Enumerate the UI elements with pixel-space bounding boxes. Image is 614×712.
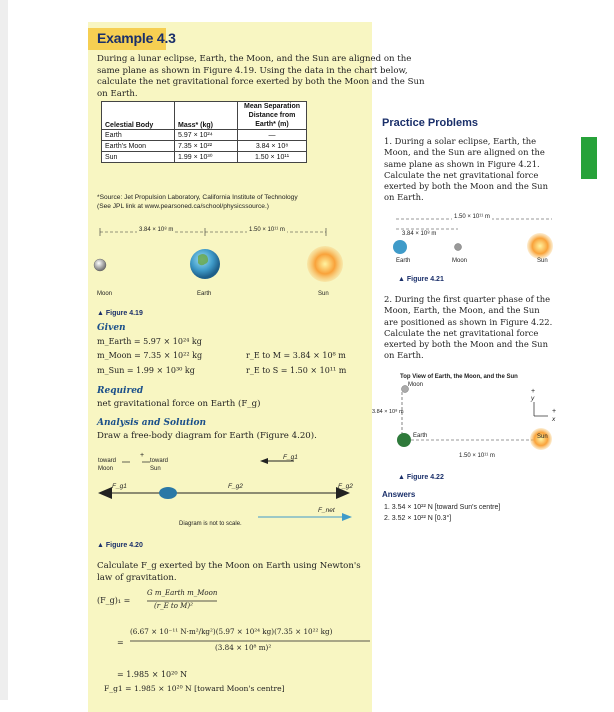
table-cell: — [238, 130, 307, 141]
fg1-label-ref: F_g1 [283, 454, 298, 461]
table-cell: 1.50 × 10¹¹ [238, 152, 307, 163]
required-text: net gravitational force on Earth (F_g) [97, 399, 261, 409]
analysis-heading: Analysis and Solution [97, 418, 207, 428]
sun-body [307, 246, 343, 282]
table-cell: 7.35 × 10²² [175, 141, 238, 152]
page-margin [0, 0, 8, 700]
eq1-numerator: G m_Earth m_Moon [147, 589, 218, 597]
table-header: Mass* (kg) [175, 102, 238, 130]
distance-label-moon: 3.84 × 10⁸ m [139, 227, 174, 233]
eq1-lhs: (F_g)₁ = [97, 596, 131, 605]
example-title: Example 4.3 [97, 30, 176, 46]
vertical-distance-label: 3.84 × 10⁸ m [372, 409, 404, 415]
table-header: Celestial Body [102, 102, 175, 130]
eq2-denominator: (3.84 × 10⁸ m)² [215, 643, 272, 652]
given-m-sun: m_Sun = 1.99 × 10³⁰ kg [97, 366, 195, 375]
plus-sign: + [140, 452, 145, 459]
given-m-earth: m_Earth = 5.97 × 10²⁴ kg [97, 337, 202, 346]
figure-4-22-caption: ▲ Figure 4.22 [398, 474, 444, 481]
fnet-label: F_net [318, 507, 335, 514]
source-line: *Source: Jet Propulsion Laboratory, California Institute of Technology [97, 194, 298, 201]
data-table [101, 101, 307, 163]
horizontal-distance-label: 1.50 × 10¹¹ m [459, 453, 495, 459]
label-earth: Earth [396, 258, 411, 264]
figure-4-19 [88, 222, 372, 300]
label-earth: Earth [413, 433, 428, 439]
fg2-label: F_g2 [228, 483, 243, 490]
analysis-text: Draw a free-body diagram for Earth (Figure 4.20). [97, 431, 317, 441]
plus-x: + [552, 408, 557, 415]
answers-title: Answers [382, 490, 416, 499]
earth-body [397, 433, 411, 447]
eq2-numerator: (6.67 × 10⁻¹¹ N·m²/kg²)(5.97 × 10²⁴ kg)(7.35 × 10²² kg) [130, 627, 333, 636]
given-r-sun: r_E to S = 1.50 × 10¹¹ m [246, 366, 347, 375]
table-row [102, 130, 307, 141]
given-r-moon: r_E to M = 3.84 × 10⁸ m [246, 351, 346, 360]
table-row [102, 152, 307, 163]
figure-4-22-title: Top View of Earth, the Moon, and the Sun [400, 374, 518, 380]
earth-point [159, 487, 177, 499]
given-m-moon: m_Moon = 7.35 × 10²² kg [97, 351, 203, 360]
table-header: Mean Separation Distance from Earth* (m) [238, 102, 307, 130]
label-moon: Moon [97, 291, 113, 297]
distance-label-moon: 3.84 × 10⁸ m [402, 231, 437, 237]
label-sun: Sun [537, 258, 548, 264]
plus-y: + [531, 388, 536, 395]
moon-body [94, 259, 106, 271]
figure-4-19-caption: ▲ Figure 4.19 [97, 310, 143, 317]
figure-4-21-caption: ▲ Figure 4.21 [398, 276, 444, 283]
eq3-result: = 1.985 × 10²⁰ N [117, 670, 188, 679]
toward-moon-label: toward Moon [98, 458, 117, 472]
source-line: (See JPL link at www.pearsoned.ca/school/physicssource.) [97, 203, 270, 210]
practice-problem-1: 1. During a solar eclipse, Earth, the Moon, and the Sun are aligned on the same plane as shown in Figure 4.21. Calculate the net gravitational force exerted by both the Moon and the Sun on Earth. [384, 136, 548, 203]
eq1-denominator: (r_E to M)² [154, 602, 193, 610]
answer-2: 2. 3.52 × 10²² N [0.3°] [384, 515, 452, 522]
chapter-tab [581, 137, 597, 179]
fg1-label: F_g1 [112, 483, 127, 490]
label-sun: Sun [318, 291, 329, 297]
moon-body [455, 244, 462, 251]
calc-text: Calculate F_g exerted by the Moon on Earth using Newton's law of gravitation. [97, 561, 361, 583]
label-moon: Moon [408, 382, 424, 388]
toward-sun-label: toward Sun [150, 458, 169, 472]
eq2-equals: = [117, 638, 124, 647]
table-cell: Earth [102, 130, 175, 141]
table-cell: Sun [102, 152, 175, 163]
answer-1: 1. 3.54 × 10²² N [toward Sun's centre] [384, 504, 501, 511]
sun-body [527, 233, 553, 259]
eq4-result: F_g1 = 1.985 × 10²⁰ N [toward Moon's centre] [104, 684, 285, 693]
earth-body [393, 240, 407, 254]
given-heading: Given [97, 323, 126, 333]
table-cell: 5.97 × 10²⁴ [175, 130, 238, 141]
distance-label-sun: 1.50 × 10¹¹ m [249, 227, 285, 233]
example-intro: During a lunar eclipse, Earth, the Moon, and the Sun are aligned on the same plane as shown in Figure 4.19. Using the data in the chart below, calculate the net gravitational force exerted by both the Moon and the Sun on Earth. [97, 54, 425, 99]
distance-label-sun: 1.50 × 10¹¹ m [454, 214, 490, 220]
label-moon: Moon [452, 258, 468, 264]
x-label: x [552, 416, 556, 423]
not-to-scale-note: Diagram is not to scale. [179, 521, 242, 527]
fg1-arrow-head [98, 487, 112, 499]
practice-title: Practice Problems [382, 117, 478, 129]
fnet-arrow-head [342, 513, 352, 521]
table-cell: 1.99 × 10³⁰ [175, 152, 238, 163]
figure-4-20-caption: ▲ Figure 4.20 [97, 542, 143, 549]
table-cell: 3.84 × 10⁸ [238, 141, 307, 152]
y-label: y [531, 395, 535, 402]
table-cell: Earth's Moon [102, 141, 175, 152]
practice-problem-2: 2. During the first quarter phase of the Moon, Earth, the Moon, and the Sun are positioned as shown in Figure 4.22. Calculate the net gravitational force exerted by both the Moon and the Sun on Earth. [384, 294, 553, 361]
label-sun: Sun [537, 434, 548, 440]
label-earth: Earth [197, 291, 212, 297]
arrow-head [260, 458, 268, 464]
required-heading: Required [97, 386, 144, 396]
table-row [102, 141, 307, 152]
table-source-note [97, 193, 347, 211]
fraction-bar [130, 640, 370, 642]
fg2-label-end: F_g2 [338, 483, 353, 490]
